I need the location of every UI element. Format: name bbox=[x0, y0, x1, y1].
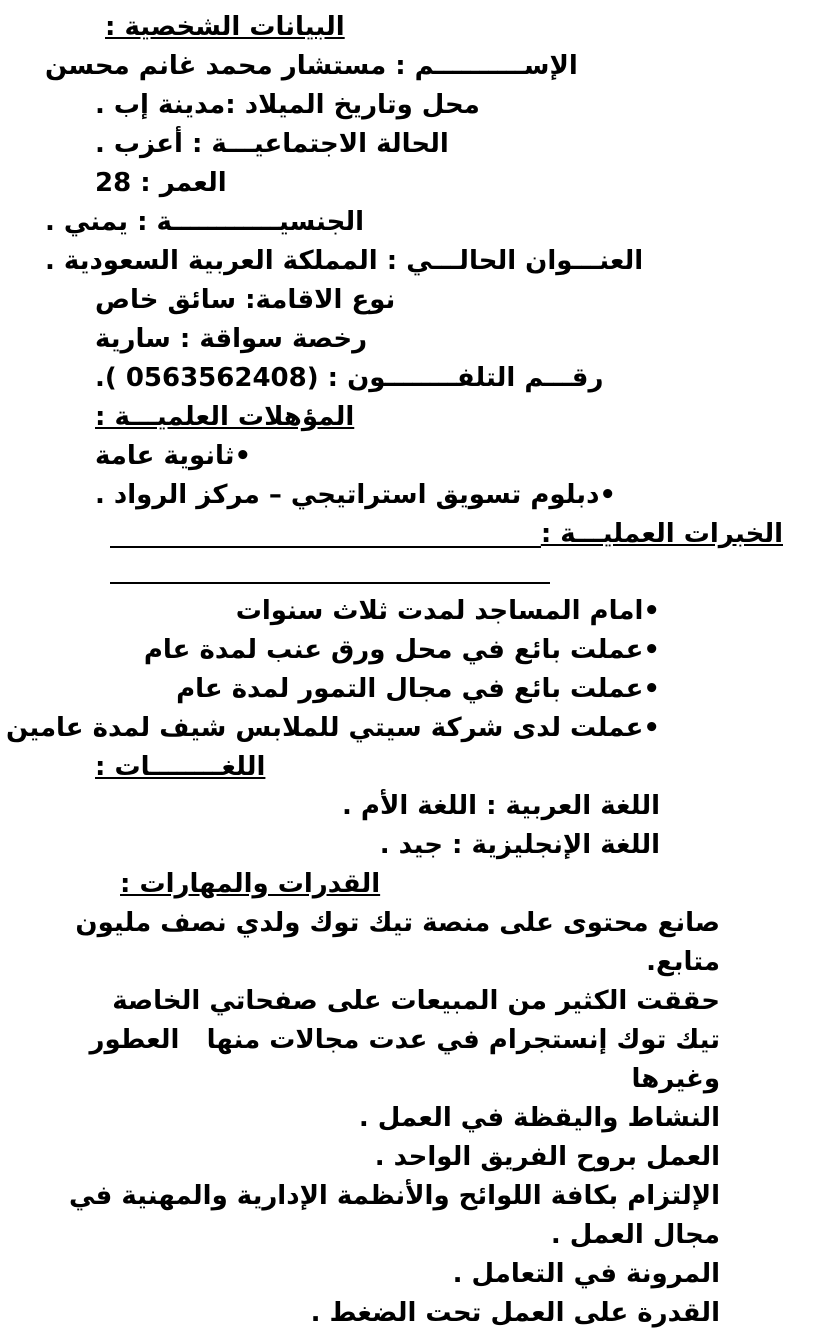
language-item: اللغة الإنجليزية : جيد . bbox=[379, 830, 660, 860]
experience-item: •عملت بائع في مجال التمور لمدة عام bbox=[176, 674, 660, 704]
field-name: الإســــــــــم : مستشار محمد غانم محسن bbox=[45, 51, 578, 81]
skill-line: العمل بروح الفريق الواحد . bbox=[374, 1142, 720, 1172]
field-marital-status: الحالة الاجتماعيـــة : أعزب . bbox=[95, 129, 449, 159]
skills-heading-text: القدرات والمهارات : bbox=[120, 869, 381, 899]
personal-heading-text: البيانات الشخصية : bbox=[105, 12, 345, 42]
experience-item: •عملت لدى شركة سيتي للملابس شيف لمدة عامين bbox=[5, 713, 660, 743]
qualifications-heading-text: المؤهلات العلميـــة : bbox=[95, 402, 355, 432]
field-residence-type: نوع الاقامة: سائق خاص bbox=[95, 285, 396, 315]
field-nationality: الجنسيــــــــــــة : يمني . bbox=[45, 207, 365, 237]
experience-item: •عملت بائع في محل ورق عنب لمدة عام bbox=[143, 635, 660, 665]
field-birthplace: محل وتاريخ الميلاد :مدينة إب . bbox=[95, 90, 480, 120]
language-item: اللغة العربية : اللغة الأم . bbox=[342, 791, 660, 821]
section-heading-skills bbox=[0, 865, 828, 904]
skill-line: الإلتزام بكافة اللوائح والأنظمة الإدارية والمهنية في bbox=[68, 1181, 720, 1211]
section-heading-qualifications bbox=[0, 398, 828, 437]
skill-line: المرونة في التعامل . bbox=[452, 1259, 720, 1289]
section-heading-languages bbox=[0, 748, 828, 787]
section-heading-personal bbox=[0, 8, 828, 47]
qualification-item: •ثانوية عامة bbox=[95, 441, 252, 471]
experience-heading-text: الخبرات العمليـــة : bbox=[540, 519, 783, 549]
skill-line: مجال العمل . bbox=[550, 1220, 720, 1250]
skill-line: تيك توك إنستجرام في عدت مجالات منها العطور bbox=[89, 1025, 720, 1055]
experience-underline-extension bbox=[110, 546, 541, 548]
skill-line: متابع. bbox=[646, 947, 720, 977]
skill-line: القدرة على العمل تحت الضغط . bbox=[310, 1298, 720, 1328]
skill-line: حققت الكثير من المبيعات على صفحاتي الخاصة bbox=[112, 986, 720, 1016]
field-current-address: العنـــوان الحالـــي : المملكة العربية السعودية . bbox=[45, 246, 644, 276]
skill-line: النشاط واليقظة في العمل . bbox=[358, 1103, 720, 1133]
field-age: العمر : 28 bbox=[95, 168, 227, 198]
field-phone-number: رقـــم التلفــــــــون : (0563562408 ). bbox=[95, 363, 604, 393]
languages-heading-text: اللغــــــــات : bbox=[95, 752, 266, 782]
experience-divider-line bbox=[110, 582, 550, 584]
experience-item: •امام المساجد لمدت ثلاث سنوات bbox=[235, 596, 660, 626]
section-heading-experience bbox=[110, 515, 783, 554]
field-driving-license: رخصة سواقة : سارية bbox=[95, 324, 368, 354]
skill-line: صانع محتوى على منصة تيك توك ولدي نصف مليون bbox=[75, 908, 720, 938]
qualification-item: •دبلوم تسويق استراتيجي – مركز الرواد . bbox=[95, 480, 617, 510]
skill-line: وغيرها bbox=[631, 1064, 720, 1094]
